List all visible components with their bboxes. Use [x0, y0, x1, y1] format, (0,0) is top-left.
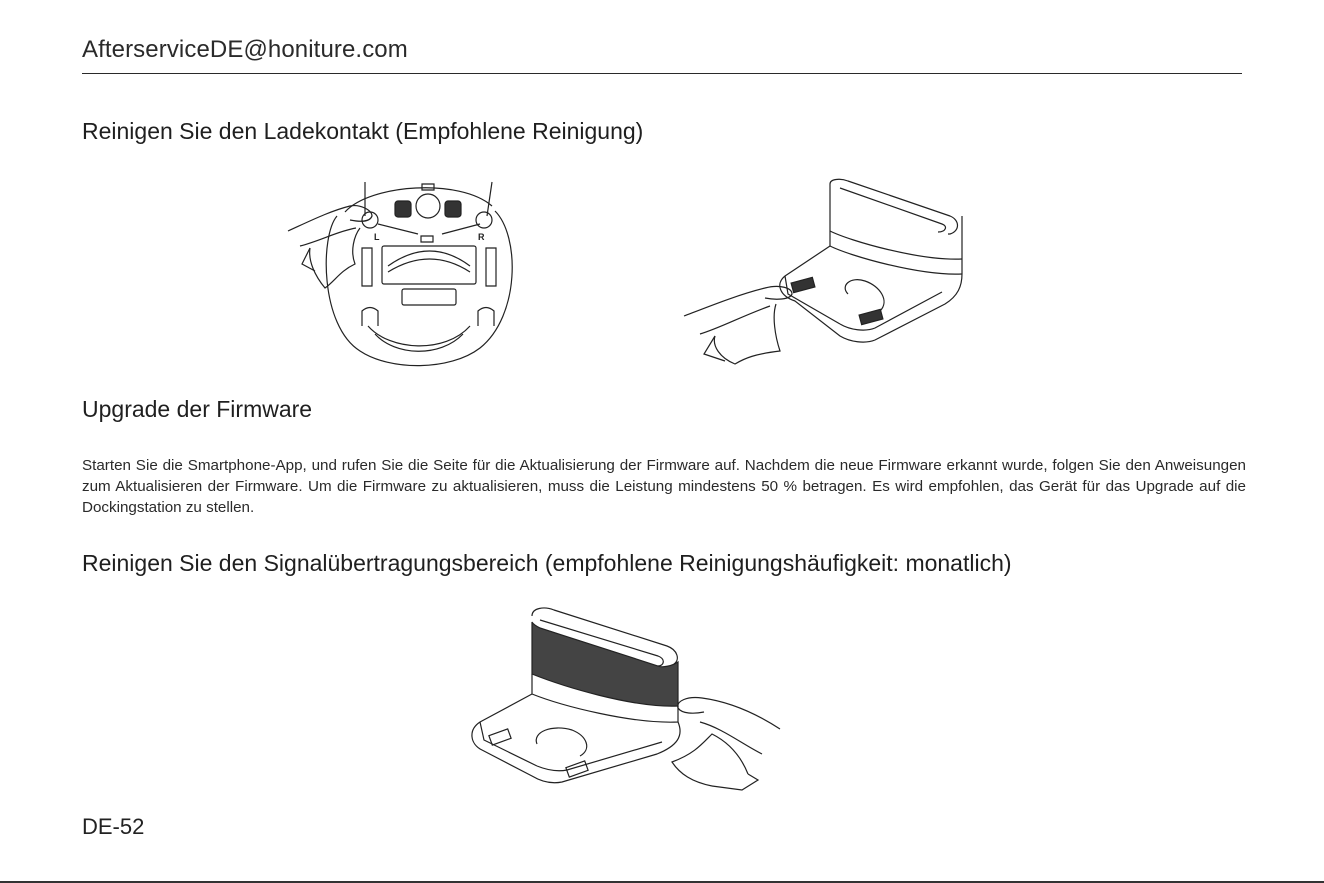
- robot-underside-illustration: [280, 176, 530, 370]
- firmware-body-text: Starten Sie die Smartphone-App, und rufen Sie die Seite für die Aktualisierung der Firmware auf. Nachdem die neue Firmware erkannt wurde, folgen Sie den Anweisungen zum Aktualisieren der Firmware. Um die Firmware zu aktualisieren, muss die Leistung mindestens 50 % betragen. Es wird empfohlen, das Gerät für das Upgrade auf die Dockingstation zu stellen.: [82, 457, 1246, 516]
- header-rule: [82, 73, 1242, 74]
- page-number: DE-52: [82, 814, 145, 839]
- dock-signal-area-illustration: [462, 604, 792, 804]
- section-title-charging-contact: Reinigen Sie den Ladekontakt (Empfohlene Reinigung): [82, 118, 644, 144]
- robot-label-left: L: [374, 232, 380, 242]
- header-email: AfterserviceDE@honiture.com: [82, 36, 408, 63]
- section-title-signal-area: Reinigen Sie den Signalübertragungsbereich (empfohlene Reinigungshäufigkeit: monatlich): [82, 550, 1012, 576]
- dock-contacts-illustration: [680, 176, 970, 370]
- section-title-firmware: Upgrade der Firmware: [82, 396, 313, 422]
- robot-label-right: R: [478, 232, 485, 242]
